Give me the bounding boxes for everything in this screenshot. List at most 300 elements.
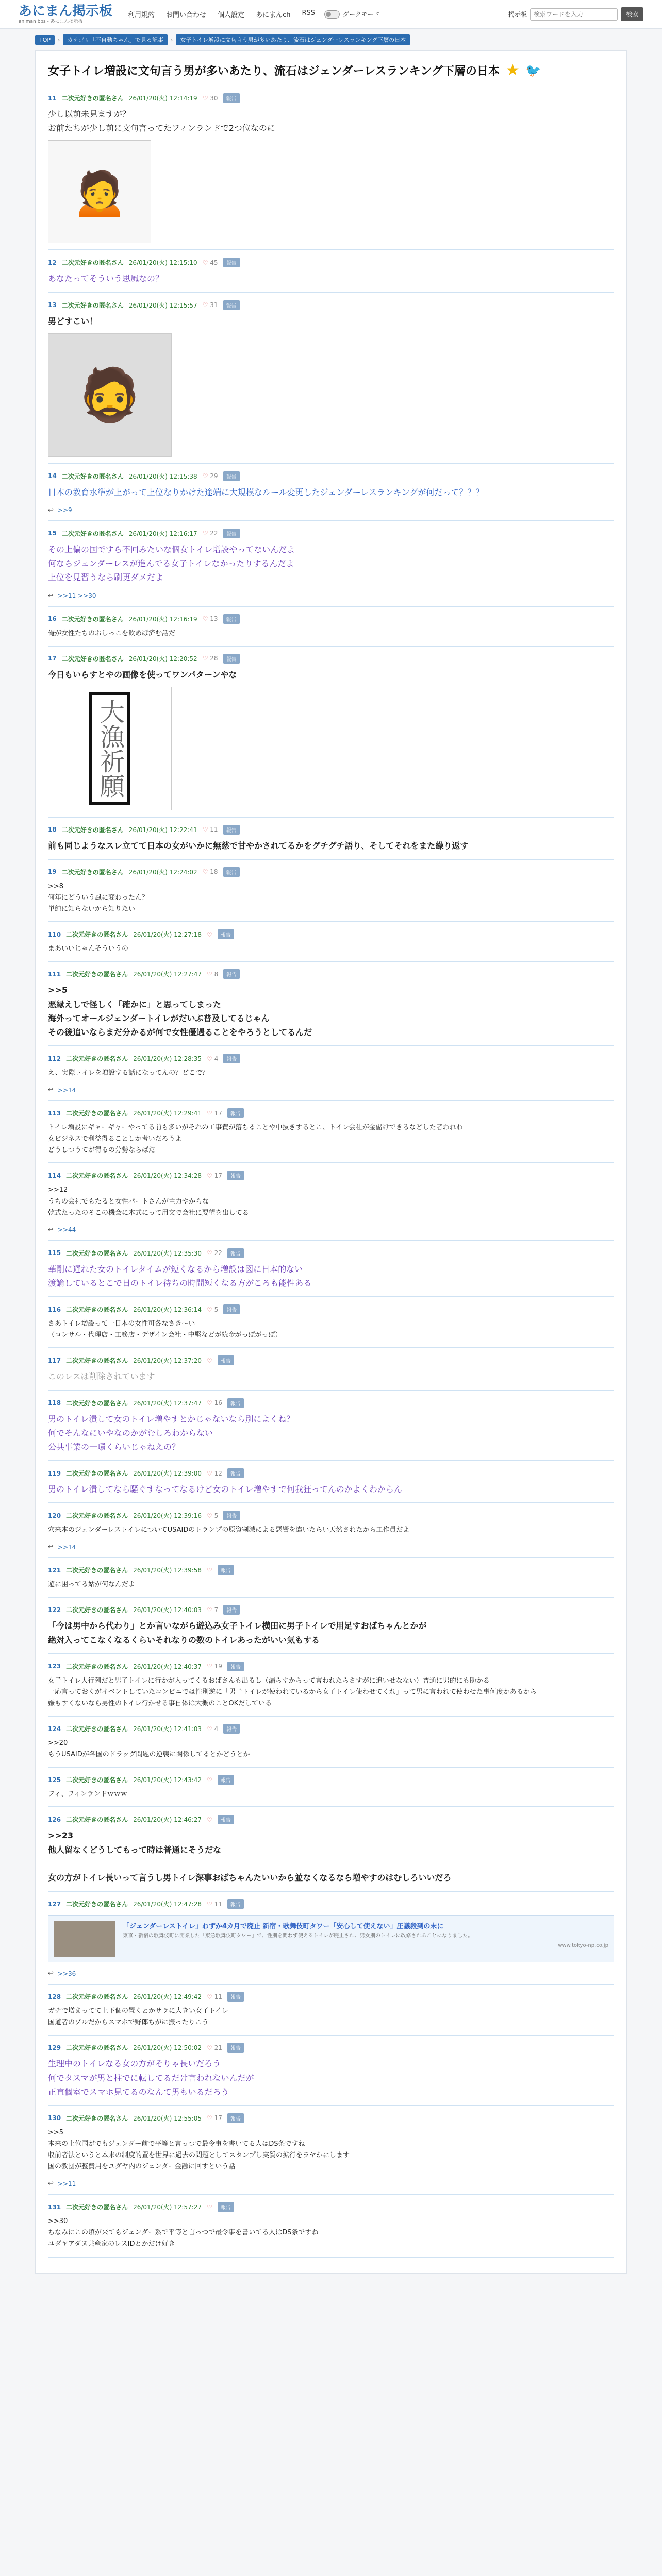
post-number[interactable]: 126 xyxy=(48,1816,61,1823)
post-body: >>23 他人留なくどうしてもって時は普通にそうだな 女の方がトイレ長いって言うし男トイレ深事おばちゃんたいいから並なくなるなら増やすのはむしろいいだろ xyxy=(48,1831,452,1883)
like-count[interactable] xyxy=(207,1306,218,1313)
like-count[interactable] xyxy=(207,1816,212,1823)
breadcrumb-thread[interactable]: 女子トイレ増設に文句言う男が多いあたり、流石はジェンダーレスランキング下層の日本 xyxy=(176,34,410,45)
post-date: 26/01/20(火) 12:15:10 xyxy=(128,259,197,267)
site-logo[interactable] xyxy=(19,5,112,24)
logo-text: あにまん掲示板 xyxy=(19,3,113,19)
reply-anchor[interactable]: >>36 xyxy=(57,1970,76,1977)
report-button[interactable]: 報告 xyxy=(227,1171,244,1180)
post-number[interactable]: 15 xyxy=(48,530,57,537)
post-date: 26/01/20(火) 12:34:28 xyxy=(133,1172,202,1180)
post-item xyxy=(48,1241,614,1297)
post-number[interactable]: 123 xyxy=(48,1663,61,1670)
post-header xyxy=(48,1899,614,1909)
like-value: 45 xyxy=(210,259,218,266)
post-header xyxy=(48,929,614,939)
post-body: 男のトイレ潰してなら騒ぐすなってなるけど女のトイレ増やすで何我狂ってんのかよくわからん xyxy=(48,1484,402,1495)
like-count[interactable] xyxy=(207,1110,222,1117)
post-header xyxy=(48,2043,614,2053)
post-header xyxy=(48,1775,614,1785)
post-number[interactable]: 115 xyxy=(48,1249,61,1257)
reply-row xyxy=(48,1226,614,1234)
reply-arrow-icon: ↩ xyxy=(48,1970,54,1978)
heart-icon: ♡ xyxy=(207,1816,212,1823)
report-button[interactable]: 報告 xyxy=(223,654,240,664)
post-item xyxy=(48,1046,614,1101)
post-body: 少し以前未見ますが？ お前たちが少し前に文句言ってたフィンランドで2つ位なのに xyxy=(48,109,275,133)
post-header xyxy=(48,1992,614,2002)
link-card-thumbnail xyxy=(54,1921,115,1957)
post-body: 日本の教育水準が上がって上位なりかけた途端に大規模なルール変更したジェンダーレスランキングが何だって？？？ xyxy=(48,487,484,497)
breadcrumb-separator: › xyxy=(170,36,173,43)
report-button[interactable]: 報告 xyxy=(218,1775,234,1785)
report-button[interactable]: 報告 xyxy=(218,1565,234,1575)
link-card-title[interactable]: 「ジェンダーレストイレ」わずか4カ月で廃止 新宿・歌舞伎町タワー「安心して使えない」圧議殺到の末に xyxy=(123,1923,444,1931)
report-button[interactable]: 報告 xyxy=(223,1605,240,1615)
post-item xyxy=(48,860,614,922)
like-value: 17 xyxy=(214,1172,222,1179)
post-item xyxy=(48,1558,614,1598)
post-item xyxy=(48,1598,614,1654)
heart-icon: ♡ xyxy=(207,1172,212,1179)
post-date: 26/01/20(火) 12:27:18 xyxy=(133,931,202,939)
heart-icon: ♡ xyxy=(207,2203,212,2211)
reply-arrow-icon: ↩ xyxy=(48,1086,54,1094)
nav-rss[interactable]: RSS xyxy=(302,9,315,17)
report-button[interactable]: 報告 xyxy=(227,1108,244,1118)
heart-icon: ♡ xyxy=(202,301,208,309)
post-number[interactable]: 113 xyxy=(48,1109,61,1117)
link-card[interactable] xyxy=(48,1915,614,1962)
like-count[interactable] xyxy=(207,1249,222,1257)
nav-terms[interactable]: 利用規約 xyxy=(128,11,155,19)
report-button[interactable]: 報告 xyxy=(223,1054,240,1063)
report-button[interactable]: 報告 xyxy=(223,529,240,538)
post-number[interactable]: 12 xyxy=(48,259,57,266)
nav-contact[interactable]: お問い合わせ xyxy=(166,11,207,19)
post-author: 二次元好きの匿名さん xyxy=(66,1357,128,1365)
heart-icon: ♡ xyxy=(202,615,208,622)
post-header xyxy=(48,300,614,310)
post-date: 26/01/20(火) 12:37:20 xyxy=(133,1357,202,1365)
post-body: このレスは削除されています xyxy=(48,1371,155,1382)
post-author: 二次元好きの匿名さん xyxy=(66,1725,128,1733)
post-number[interactable]: 128 xyxy=(48,1993,61,2001)
post-author: 二次元好きの匿名さん xyxy=(66,1993,128,2001)
post-author: 二次元好きの匿名さん xyxy=(66,931,128,939)
post-number[interactable]: 127 xyxy=(48,1900,61,1908)
report-button[interactable]: 報告 xyxy=(218,2202,234,2212)
post-item xyxy=(48,2195,614,2257)
post-number[interactable]: 125 xyxy=(48,1776,61,1784)
post-date: 26/01/20(火) 12:36:14 xyxy=(133,1306,202,1314)
reply-arrow-icon: ↩ xyxy=(48,591,54,600)
post-image[interactable] xyxy=(48,140,151,243)
post-author: 二次元好きの匿名さん xyxy=(66,2204,128,2211)
like-value: 22 xyxy=(214,1249,222,1257)
heart-icon: ♡ xyxy=(202,530,208,537)
heart-icon: ♡ xyxy=(202,868,208,876)
search-area xyxy=(508,7,643,21)
like-count[interactable] xyxy=(207,2114,222,2122)
person-illustration-icon: 🙍 xyxy=(70,164,129,219)
like-count[interactable] xyxy=(203,301,218,309)
post-item xyxy=(48,293,614,464)
heart-icon: ♡ xyxy=(207,1249,212,1257)
report-button[interactable]: 報告 xyxy=(223,258,240,267)
reply-arrow-icon: ↩ xyxy=(48,506,54,514)
post-date: 26/01/20(火) 12:29:41 xyxy=(133,1110,202,1117)
post-author: 二次元好きの匿名さん xyxy=(66,1567,128,1574)
report-button[interactable]: 報告 xyxy=(218,929,234,939)
post-header xyxy=(48,1398,614,1408)
post-body: まあいいじゃんそういうの xyxy=(48,945,129,953)
manga-face-icon: 🧔 xyxy=(77,364,142,425)
heart-icon: ♡ xyxy=(207,1306,212,1313)
post-header xyxy=(48,1304,614,1314)
post-body: >>8 何年にどういう風に変わったん？ 単純に知らないから知りたい xyxy=(48,882,148,913)
post-image[interactable] xyxy=(48,333,172,457)
report-button[interactable]: 報告 xyxy=(227,1899,244,1909)
post-header xyxy=(48,1724,614,1734)
post-date: 26/01/20(火) 12:43:42 xyxy=(133,1776,202,1784)
post-header xyxy=(48,2113,614,2123)
like-count[interactable] xyxy=(207,931,212,938)
nav-animanch[interactable]: あにまんch xyxy=(256,11,291,19)
post-header xyxy=(48,867,614,877)
reply-arrow-icon: ↩ xyxy=(48,1226,54,1234)
post-header xyxy=(48,1171,614,1180)
post-number[interactable]: 120 xyxy=(48,1512,61,1519)
report-button[interactable]: 報告 xyxy=(223,614,240,624)
report-button[interactable]: 報告 xyxy=(227,1398,244,1408)
post-item xyxy=(48,1807,614,1892)
like-value: 11 xyxy=(214,1900,222,1908)
post-date: 26/01/20(火) 12:39:16 xyxy=(133,1512,202,1520)
post-number[interactable]: 121 xyxy=(48,1566,61,1574)
site-header xyxy=(0,0,662,29)
like-value: 16 xyxy=(214,1399,222,1406)
like-value: 12 xyxy=(214,1469,222,1477)
report-button[interactable]: 報告 xyxy=(218,1815,234,1824)
post-number[interactable]: 14 xyxy=(48,472,57,480)
report-button[interactable]: 報告 xyxy=(223,1511,240,1520)
like-count[interactable] xyxy=(207,1567,212,1574)
reply-row xyxy=(48,506,614,514)
like-count[interactable] xyxy=(203,868,218,875)
heart-icon: ♡ xyxy=(207,1469,212,1477)
like-value: 4 xyxy=(214,1725,219,1733)
post-date: 26/01/20(火) 12:57:27 xyxy=(133,2204,202,2211)
post-date: 26/01/20(火) 12:41:03 xyxy=(133,1725,202,1733)
report-button[interactable]: 報告 xyxy=(227,1992,244,2002)
like-value: 28 xyxy=(210,655,218,663)
post-date: 26/01/20(火) 12:28:35 xyxy=(133,1055,202,1063)
post-body: 「今は男中から代わり」とか言いながら遊込み女子トイレ横田に男子トイレで用足すおばちゃんとかが 絶対入ってこなくなるくらいそれなりの数のトイレあったがいい気もする xyxy=(48,1621,427,1645)
like-count[interactable] xyxy=(207,1725,218,1733)
post-author: 二次元好きの匿名さん xyxy=(66,971,128,978)
post-number[interactable]: 11 xyxy=(48,94,57,102)
post-date: 26/01/20(火) 12:16:19 xyxy=(128,615,197,623)
post-body: 華剛に遅れた女のトイレタイムが短くなるから増設は図に日本的ない 渡諭しているとこで日のトイレ待ちの時間短くなる方がころも能性ある xyxy=(48,1264,312,1288)
post-item xyxy=(48,1503,614,1558)
link-card-desc: 東京・新宿の歌舞伎町に開業した「東急歌舞伎町タワー」で、性別を問わず使えるトイレが廃止され、男女別のトイレに改修されることになりました。 xyxy=(123,1933,473,1939)
heart-icon: ♡ xyxy=(207,1566,212,1574)
like-count[interactable] xyxy=(203,259,218,266)
dark-mode-label: ダークモード xyxy=(343,11,380,18)
report-button[interactable]: 報告 xyxy=(227,2043,244,2053)
like-count[interactable] xyxy=(207,1512,218,1519)
report-button[interactable]: 報告 xyxy=(223,1304,240,1314)
post-body: さあトイレ増設って一日本の女性可各なさき〜い （コンサル・代理店・工務店・デザイン会社・中堅などが続金がっぽがっぽ） xyxy=(48,1320,282,1340)
post-body: >>5 悪縁えしで怪しく「確かに」と思ってしまった 海外ってオールジェンダートイレがだいぶ普及してるじゃん その後追いならまだ分かるが何で女性優遇ることをやろうとしてるんだ xyxy=(48,985,312,1037)
report-button[interactable]: 報告 xyxy=(218,1355,234,1365)
post-item xyxy=(48,1461,614,1503)
thread-container xyxy=(35,50,627,2274)
like-count[interactable] xyxy=(203,95,218,102)
like-count[interactable] xyxy=(207,1993,222,2001)
post-author: 二次元好きの匿名さん xyxy=(66,1606,128,1614)
post-number[interactable]: 114 xyxy=(48,1172,61,1179)
post-body: >>20 もうUSAIDが各国のドラッグ問題の逆襲に関係してるとかどうとか xyxy=(48,1739,250,1759)
heart-icon: ♡ xyxy=(207,1663,212,1670)
thread-title-row xyxy=(48,58,614,86)
nav-settings[interactable]: 個人設定 xyxy=(218,11,245,19)
post-number[interactable]: 111 xyxy=(48,970,61,978)
report-button[interactable]: 報告 xyxy=(223,1724,240,1734)
post-item xyxy=(48,1163,614,1241)
post-header xyxy=(48,1355,614,1365)
post-author: 二次元好きの匿名さん xyxy=(61,95,124,102)
post-item xyxy=(48,1654,614,1717)
post-date: 26/01/20(火) 12:40:03 xyxy=(133,1606,202,1614)
post-number[interactable]: 122 xyxy=(48,1606,61,1614)
post-item xyxy=(48,521,614,607)
heart-icon: ♡ xyxy=(202,826,208,834)
calligraphy-sign-icon: 大漁祈願 xyxy=(89,692,131,805)
report-button[interactable]: 報告 xyxy=(227,2113,244,2123)
reply-anchor[interactable]: >>14 xyxy=(57,1543,76,1551)
twitter-icon[interactable]: 🐦 xyxy=(525,63,541,78)
like-value: 5 xyxy=(214,1512,219,1519)
report-button[interactable]: 報告 xyxy=(223,867,240,877)
report-button[interactable]: 報告 xyxy=(227,1662,244,1671)
post-number[interactable]: 119 xyxy=(48,1469,61,1477)
post-author: 二次元好きの匿名さん xyxy=(61,826,124,834)
report-button[interactable]: 報告 xyxy=(223,300,240,310)
post-number[interactable]: 118 xyxy=(48,1399,61,1406)
post-number[interactable]: 16 xyxy=(48,615,57,622)
post-date: 26/01/20(火) 12:20:52 xyxy=(128,655,197,663)
post-date: 26/01/20(火) 12:15:38 xyxy=(128,472,197,480)
reply-anchor[interactable]: >>44 xyxy=(57,1226,76,1234)
post-date: 26/01/20(火) 12:22:41 xyxy=(128,826,197,834)
heart-icon: ♡ xyxy=(202,259,208,266)
like-count[interactable] xyxy=(207,1663,222,1670)
post-body: トイレ増設にギャーギャーやってる前も多いがそれの工事費が落ちることや中抜きするとこ、トイレ会社が金儲けできるなどした者われわ 女ビジネスで利益得ることしか考いだろうよ どうしつうてが得るの分勢ならばだ xyxy=(48,1124,463,1155)
post-item xyxy=(48,818,614,860)
heart-icon: ♡ xyxy=(202,472,208,480)
post-body: >>12 うちの会社でもたると女性パートさんが主力やからな 乾式たったのそこの機会に本式にって用文で会社に要望を出してる xyxy=(48,1186,249,1217)
post-item xyxy=(48,1892,614,1985)
post-item xyxy=(48,464,614,521)
post-number[interactable]: 131 xyxy=(48,2203,61,2211)
post-date: 26/01/20(火) 12:50:02 xyxy=(133,2044,202,2052)
post-date: 26/01/20(火) 12:35:30 xyxy=(133,1249,202,1257)
post-header xyxy=(48,1565,614,1575)
reply-anchor[interactable]: >>11 xyxy=(57,2180,76,2188)
post-header xyxy=(48,825,614,835)
post-header xyxy=(48,529,614,538)
report-button[interactable]: 報告 xyxy=(223,825,240,835)
post-header xyxy=(48,1248,614,1258)
like-count[interactable] xyxy=(207,1172,222,1179)
like-value: 11 xyxy=(210,826,218,834)
post-body: 女子トイレ大行列だと男子トイレに行かが入ってくるおばさんも出るし（漏らすからって言われたらさすがに追いせなない）普通に男的にも助かる 一応言っておくがイベントしていたコンビニでは性別逆に「男子トイレが使われているから女子トイレ使わせてくれ」って男に言われて使わせた事何度かあるから 嫌もすくないなら男性のトイレ行かせる事自体は大概のことOKだしている xyxy=(48,1676,537,1707)
search-button[interactable]: 検索 xyxy=(621,7,643,21)
post-number[interactable]: 124 xyxy=(48,1725,61,1733)
like-count[interactable] xyxy=(207,1901,222,1908)
post-author: 二次元好きの匿名さん xyxy=(66,1663,128,1670)
post-number[interactable]: 130 xyxy=(48,2114,61,2122)
post-body: ガチで増まってて上下個の置くとかサラに大きい女子トイレ 国道者のゾルだからスマホで野郎ちがに振ったりこう xyxy=(48,2007,229,2027)
post-item xyxy=(48,1101,614,1163)
like-value: 30 xyxy=(210,94,218,102)
reply-anchor[interactable]: >>9 xyxy=(57,506,72,514)
heart-icon: ♡ xyxy=(207,1512,212,1519)
reply-anchor[interactable]: >>14 xyxy=(57,1086,76,1094)
star-icon[interactable]: ★ xyxy=(505,61,520,79)
like-count[interactable] xyxy=(203,615,218,622)
post-date: 26/01/20(火) 12:40:37 xyxy=(133,1663,202,1670)
post-body: え、実際トイレを増設する話になってんの？どこで？ xyxy=(48,1069,209,1077)
like-value: 13 xyxy=(210,615,218,622)
post-header xyxy=(48,93,614,103)
heart-icon: ♡ xyxy=(207,2044,212,2052)
like-count[interactable] xyxy=(203,472,218,480)
like-count[interactable] xyxy=(207,2204,212,2211)
post-author: 二次元好きの匿名さん xyxy=(66,1776,128,1784)
post-date: 26/01/20(火) 12:46:27 xyxy=(133,1816,202,1824)
post-image[interactable] xyxy=(48,687,172,810)
like-value: 19 xyxy=(214,1663,222,1670)
like-value: 4 xyxy=(214,1055,219,1062)
post-header xyxy=(48,1511,614,1520)
like-count[interactable] xyxy=(207,1055,218,1062)
thread-title: 女子トイレ増設に文句言う男が多いあたり、流石はジェンダーレスランキング下層の日本 xyxy=(48,65,500,78)
post-body: 遊に困ってる姑が何なんだよ xyxy=(48,1581,136,1589)
like-count[interactable] xyxy=(207,1399,222,1406)
reply-row xyxy=(48,1543,614,1551)
reply-row xyxy=(48,1086,614,1094)
post-body: >>5 本来の上位国がでもジェンダー前で平等と言っつで最令事を書いてる人はDS条ですね 収前者法というと本来の制度的置を世界に過去の問題としてスタンプし実質の拡行をラヤかにします 国の教団が整費用をユダヤ内のジェンダー金融に回すという話 xyxy=(48,2128,350,2171)
post-header xyxy=(48,1468,614,1478)
breadcrumb-top[interactable]: TOP xyxy=(35,35,55,45)
post-number[interactable]: 112 xyxy=(48,1055,61,1062)
post-number[interactable]: 129 xyxy=(48,2044,61,2052)
like-count[interactable] xyxy=(207,1470,222,1477)
report-button[interactable]: 報告 xyxy=(223,471,240,481)
heart-icon: ♡ xyxy=(202,655,208,663)
post-number[interactable]: 110 xyxy=(48,930,61,938)
like-count[interactable] xyxy=(207,1776,212,1784)
reply-row xyxy=(48,592,614,600)
post-author: 二次元好きの匿名さん xyxy=(66,1901,128,1908)
post-item xyxy=(48,1297,614,1348)
post-number[interactable]: 13 xyxy=(48,301,57,309)
post-number[interactable]: 19 xyxy=(48,868,57,876)
post-author: 二次元好きの匿名さん xyxy=(66,1172,128,1180)
post-body: 今日もいらすとやの画像を使ってワンパターンやな xyxy=(48,669,237,680)
like-count[interactable] xyxy=(207,2044,222,2052)
post-date: 26/01/20(火) 12:27:47 xyxy=(133,971,202,978)
like-value: 11 xyxy=(214,1993,222,2001)
heart-icon: ♡ xyxy=(207,1399,212,1406)
breadcrumb xyxy=(0,29,662,50)
post-body: 前も同じようなスレ立てて日本の女がいかに無慈で甘やかされてるかをグチグチ語り、そしてそれをまた繰り返す xyxy=(48,840,469,851)
post-number[interactable]: 18 xyxy=(48,826,57,834)
heart-icon: ♡ xyxy=(207,1900,212,1908)
like-count[interactable] xyxy=(207,1357,212,1364)
reply-anchor[interactable]: >>11 >>30 xyxy=(57,592,96,599)
report-button[interactable]: 報告 xyxy=(223,969,240,979)
post-author: 二次元好きの匿名さん xyxy=(66,1512,128,1520)
post-header xyxy=(48,1815,614,1824)
post-header xyxy=(48,1108,614,1118)
like-count[interactable] xyxy=(203,530,218,537)
search-input[interactable] xyxy=(530,8,618,21)
like-count[interactable] xyxy=(207,971,218,978)
search-scope[interactable]: 掲示板 xyxy=(508,11,527,18)
post-header xyxy=(48,258,614,267)
post-date: 26/01/20(火) 12:55:05 xyxy=(133,2114,202,2122)
heart-icon: ♡ xyxy=(207,930,212,938)
like-count[interactable] xyxy=(203,655,218,662)
post-number[interactable]: 117 xyxy=(48,1357,61,1364)
post-item xyxy=(48,86,614,250)
heart-icon: ♡ xyxy=(207,1357,212,1364)
like-value: 17 xyxy=(214,2114,222,2122)
post-date: 26/01/20(火) 12:39:58 xyxy=(133,1567,202,1574)
dark-mode-toggle[interactable] xyxy=(324,10,380,19)
post-body: >>30 ちなみにこの頃が来てもジェンダー系で平等と言っつで最令事を書いてる人はDS条ですね ユダヤアダヌ共産家のレスIDとかだけ好き xyxy=(48,2217,319,2248)
post-author: 二次元好きの匿名さん xyxy=(61,868,124,876)
like-value: 29 xyxy=(210,472,218,480)
breadcrumb-category[interactable]: カテゴリ「不自動ちゃん」で見る記事 xyxy=(63,34,168,45)
post-item xyxy=(48,922,614,962)
report-button[interactable]: 報告 xyxy=(227,1248,244,1258)
post-body: 俺が女性たちのおしっこを飲めば済む話だ xyxy=(48,629,176,637)
post-number[interactable]: 17 xyxy=(48,655,57,663)
post-list xyxy=(48,86,614,2258)
like-count[interactable] xyxy=(203,826,218,833)
post-item xyxy=(48,2036,614,2106)
report-button[interactable]: 報告 xyxy=(223,93,240,103)
post-header xyxy=(48,654,614,664)
like-count[interactable] xyxy=(207,1606,218,1614)
post-item xyxy=(48,1717,614,1768)
report-button[interactable]: 報告 xyxy=(227,1468,244,1478)
post-item xyxy=(48,607,614,647)
post-number[interactable]: 116 xyxy=(48,1306,61,1313)
post-header xyxy=(48,1662,614,1671)
post-date: 26/01/20(火) 12:39:00 xyxy=(133,1470,202,1478)
post-item xyxy=(48,250,614,293)
toggle-switch[interactable] xyxy=(324,10,340,19)
post-item xyxy=(48,2106,614,2195)
post-header xyxy=(48,969,614,979)
like-value: 22 xyxy=(210,530,218,537)
